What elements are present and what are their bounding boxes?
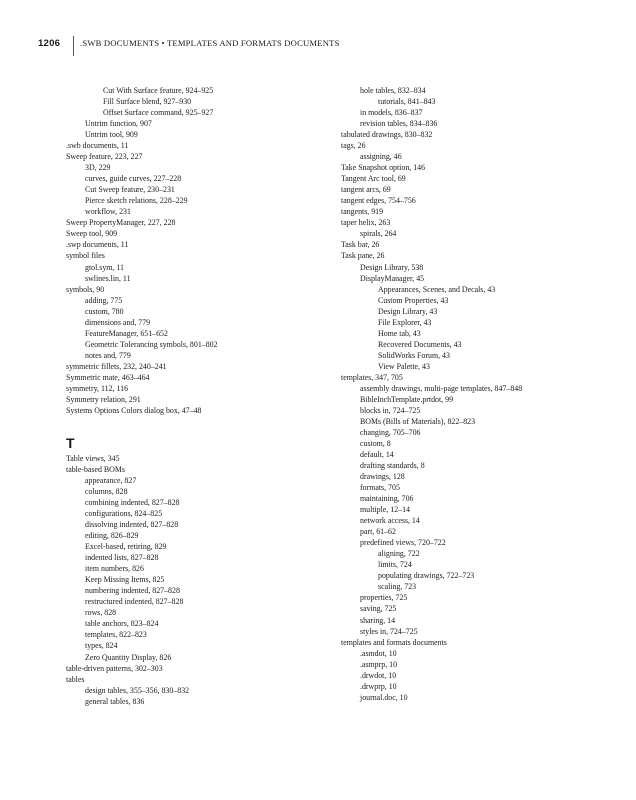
index-entry: table-driven patterns, 302–303 [66, 663, 163, 673]
index-subentry: general tables, 836 [85, 696, 145, 706]
index-subentry: DisplayManager, 45 [360, 273, 425, 283]
index-subentry: templates, 822–823 [85, 630, 147, 640]
index-subentry: combining indented, 827–828 [85, 498, 180, 508]
index-subentry: assigning, 46 [360, 152, 402, 162]
index-subentry: BibleInchTemplate.prtdot, 99 [360, 394, 454, 404]
index-subentry: .drwprp, 10 [360, 681, 397, 691]
index-column-right [341, 85, 631, 703]
index-entry: Sweep feature, 223, 227 [66, 152, 143, 162]
index-subentry: changing, 705–706 [360, 427, 421, 437]
index-subentry: limits, 724 [378, 560, 412, 570]
index-subentry: Keep Missing Items, 825 [85, 575, 165, 585]
index-subentry: Custom Properties, 43 [378, 295, 449, 305]
index-subentry: File Explorer, 43 [378, 317, 432, 327]
index-subentry: Untrim tool, 909 [85, 130, 138, 140]
index-subentry: formats, 705 [360, 483, 400, 493]
index-subentry: tutorials, 841–843 [378, 97, 436, 107]
index-subentry: restructured indented, 827–828 [85, 597, 184, 607]
index-entry: Symmetry relation, 291 [66, 394, 141, 404]
index-subentry: View Palette, 43 [378, 361, 430, 371]
index-subentry: hole tables, 832–834 [360, 86, 426, 95]
index-subentry: Fill Surface blend, 927–930 [103, 97, 192, 107]
section-letter: T [66, 434, 75, 451]
index-entry: tags, 26 [341, 141, 366, 151]
index-entry: templates, 347, 705 [341, 372, 403, 382]
index-subentry: custom, 8 [360, 439, 391, 448]
index-subentry: dimensions and, 779 [85, 317, 151, 327]
index-subentry: drafting standards, 8 [360, 461, 425, 471]
index-subentry: part, 61–62 [360, 527, 396, 537]
index-subentry: multiple, 12–14 [360, 505, 410, 515]
index-subentry: .asmdot, 10 [360, 648, 397, 658]
index-entry: .swb documents, 11 [66, 141, 129, 151]
index-subentry: journal.doc, 10 [360, 692, 408, 702]
index-subentry: default, 14 [360, 450, 394, 460]
index-subentry: assembly drawings, multi-page templates, 847–848 [360, 383, 523, 393]
index-entry: tangents, 919 [341, 207, 384, 217]
index-subentry: aligning, 722 [378, 549, 420, 559]
index-entry: taper helix, 263 [341, 218, 391, 228]
index-subentry: sharing, 14 [360, 615, 396, 625]
index-entry: .swp documents, 11 [66, 240, 129, 250]
index-subentry: curves, guide curves, 227–228 [85, 174, 182, 184]
index-entry: Task pane, 26 [341, 251, 385, 261]
index-subentry: Design Library, 43 [378, 306, 438, 316]
index-entry: Table views, 345 [66, 453, 120, 463]
index-subentry: Recovered Documents, 43 [378, 339, 462, 349]
index-subentry: Home tab, 43 [378, 328, 421, 338]
index-subentry: table anchors, 823–824 [85, 619, 159, 629]
index-subentry: populating drawings, 722–723 [378, 571, 475, 581]
index-subentry: network access, 14 [360, 516, 420, 526]
index-entry: table-based BOMs [66, 464, 125, 474]
index-subentry: in models, 836–837 [360, 108, 423, 118]
index-subentry: BOMs (Bills of Materials), 822–823 [360, 416, 476, 426]
index-subentry: drawings, 128 [360, 472, 405, 482]
index-entry: templates and formats documents [341, 637, 447, 647]
index-subentry: maintaining, 706 [360, 494, 414, 504]
index-subentry: .asmprp, 10 [360, 659, 398, 669]
index-subentry: dissolving indented, 827–828 [85, 520, 179, 530]
index-subentry: FeatureManager, 651–652 [85, 328, 168, 338]
index-entry: tabulated drawings, 830–832 [341, 130, 433, 140]
index-subentry: Excel-based, retiring, 829 [85, 542, 167, 552]
index-subentry: workflow, 231 [85, 207, 131, 217]
index-subentry: editing, 826–829 [85, 531, 139, 541]
index-subentry: Untrim function, 907 [85, 119, 152, 129]
index-subentry: configurations, 824–825 [85, 509, 163, 519]
index-subentry: .drwdot, 10 [360, 670, 397, 680]
index-subentry: Appearances, Scenes, and Decals, 43 [378, 284, 496, 294]
index-entry: Sweep tool, 909 [66, 229, 118, 239]
page-number: 1206 [38, 38, 61, 49]
index-subentry: appearance, 827 [85, 476, 137, 485]
index-subentry: 3D, 229 [85, 163, 111, 173]
index-entry: symbols, 90 [66, 284, 105, 294]
running-head: .SWB DOCUMENTS • TEMPLATES AND FORMATS DOCUMENTS [80, 38, 340, 48]
index-subentry: custom, 780 [85, 306, 124, 316]
index-subentry: Geometric Tolerancing symbols, 801–802 [85, 339, 218, 349]
index-entry: Systems Options Colors dialog box, 47–48 [66, 405, 202, 415]
index-subentry: numbering indented, 827–828 [85, 586, 180, 596]
index-subentry: properties, 725 [360, 593, 408, 603]
index-entry: Tangent Arc tool, 69 [341, 174, 406, 184]
index-subentry: adding, 775 [85, 295, 123, 305]
index-entry: symmetric fillets, 232, 240–241 [66, 361, 167, 371]
index-subentry: columns, 828 [85, 487, 128, 497]
index-entry: symmetry, 112, 116 [66, 383, 129, 393]
index-subentry: design tables, 355–356, 830–832 [85, 685, 190, 695]
index-subentry: Offset Surface command, 925–927 [103, 108, 214, 118]
index-entry: tables [66, 674, 85, 684]
index-entry: Take Snapshot option, 146 [341, 163, 426, 173]
index-subentry: indented lists, 827–828 [85, 553, 159, 563]
index-subentry: gtol.sym, 11 [85, 262, 124, 272]
index-subentry: item numbers, 826 [85, 564, 144, 574]
index-subentry: types, 824 [85, 641, 118, 651]
index-entry: Sweep PropertyManager, 227, 228 [66, 218, 176, 228]
index-subentry: revision tables, 834–836 [360, 119, 438, 129]
index-subentry: blocks in, 724–725 [360, 405, 421, 415]
index-subentry: Pierce sketch relations, 228–229 [85, 196, 188, 206]
index-column-left [66, 85, 336, 707]
index-subentry: Cut Sweep feature, 230–231 [85, 185, 175, 195]
header-divider [73, 36, 74, 56]
index-subentry: Zero Quantity Display, 826 [85, 652, 172, 662]
index-entry: Symmetric mate, 463–464 [66, 372, 150, 382]
index-subentry: scaling, 723 [378, 582, 417, 592]
index-subentry: notes and, 779 [85, 350, 131, 360]
index-subentry: spirals, 264 [360, 229, 397, 239]
index-subentry: Design Library, 538 [360, 262, 424, 272]
index-subentry: Cut With Surface feature, 924–925 [103, 86, 214, 95]
index-entry: Task bar, 26 [341, 240, 380, 250]
index-subentry: swlines.lin, 11 [85, 273, 131, 283]
index-entry: symbol files [66, 251, 105, 261]
index-subentry: saving, 725 [360, 604, 397, 614]
index-subentry: SolidWorks Forum, 43 [378, 350, 450, 360]
index-subentry: predefined views, 720–722 [360, 538, 446, 548]
index-subentry: rows, 828 [85, 608, 117, 618]
index-entry: tangent arcs, 69 [341, 185, 391, 195]
index-entry: tangent edges, 754–756 [341, 196, 416, 206]
section-spacer [66, 416, 336, 425]
index-subentry: styles in, 724–725 [360, 626, 418, 636]
